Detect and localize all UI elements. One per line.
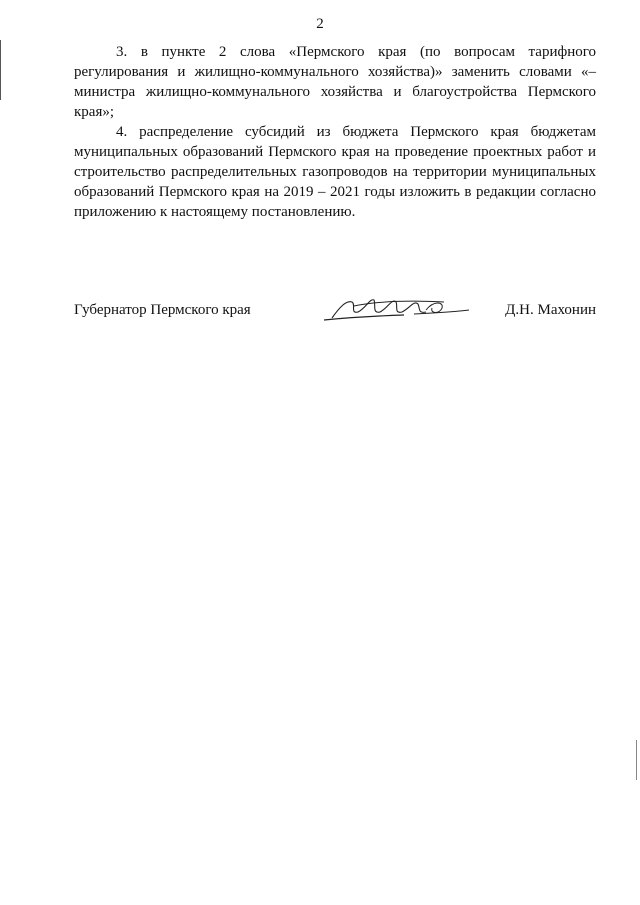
page-number: 2 (316, 16, 324, 32)
paragraph-item-4: 4. распределение субсидий из бюджета Пермского края бюджетам муниципальных образований Пермского края на проведение проектных работ и строительство распределительных газопроводов на территории муниципальных образований Пермского края на 2019 – 2021 годы изложить в редакции согласно приложению к настоящему постановлению. (74, 124, 596, 220)
signature-block (74, 300, 596, 330)
handwritten-signature (314, 290, 474, 330)
scan-edge-mark (636, 740, 637, 780)
paragraph-item-3: 3. в пункте 2 слова «Пермского края (по вопросам тарифного регулирования и жилищно-коммунального хозяйства)» заменить словами «– министра жилищно-коммунального хозяйства и благоустройства Пермского края»; (74, 44, 596, 120)
scan-edge-mark (0, 40, 1, 100)
signatory-name: Д.Н. Махонин (505, 302, 596, 318)
document-body (74, 42, 596, 222)
signatory-title: Губернатор Пермского края (74, 302, 251, 318)
